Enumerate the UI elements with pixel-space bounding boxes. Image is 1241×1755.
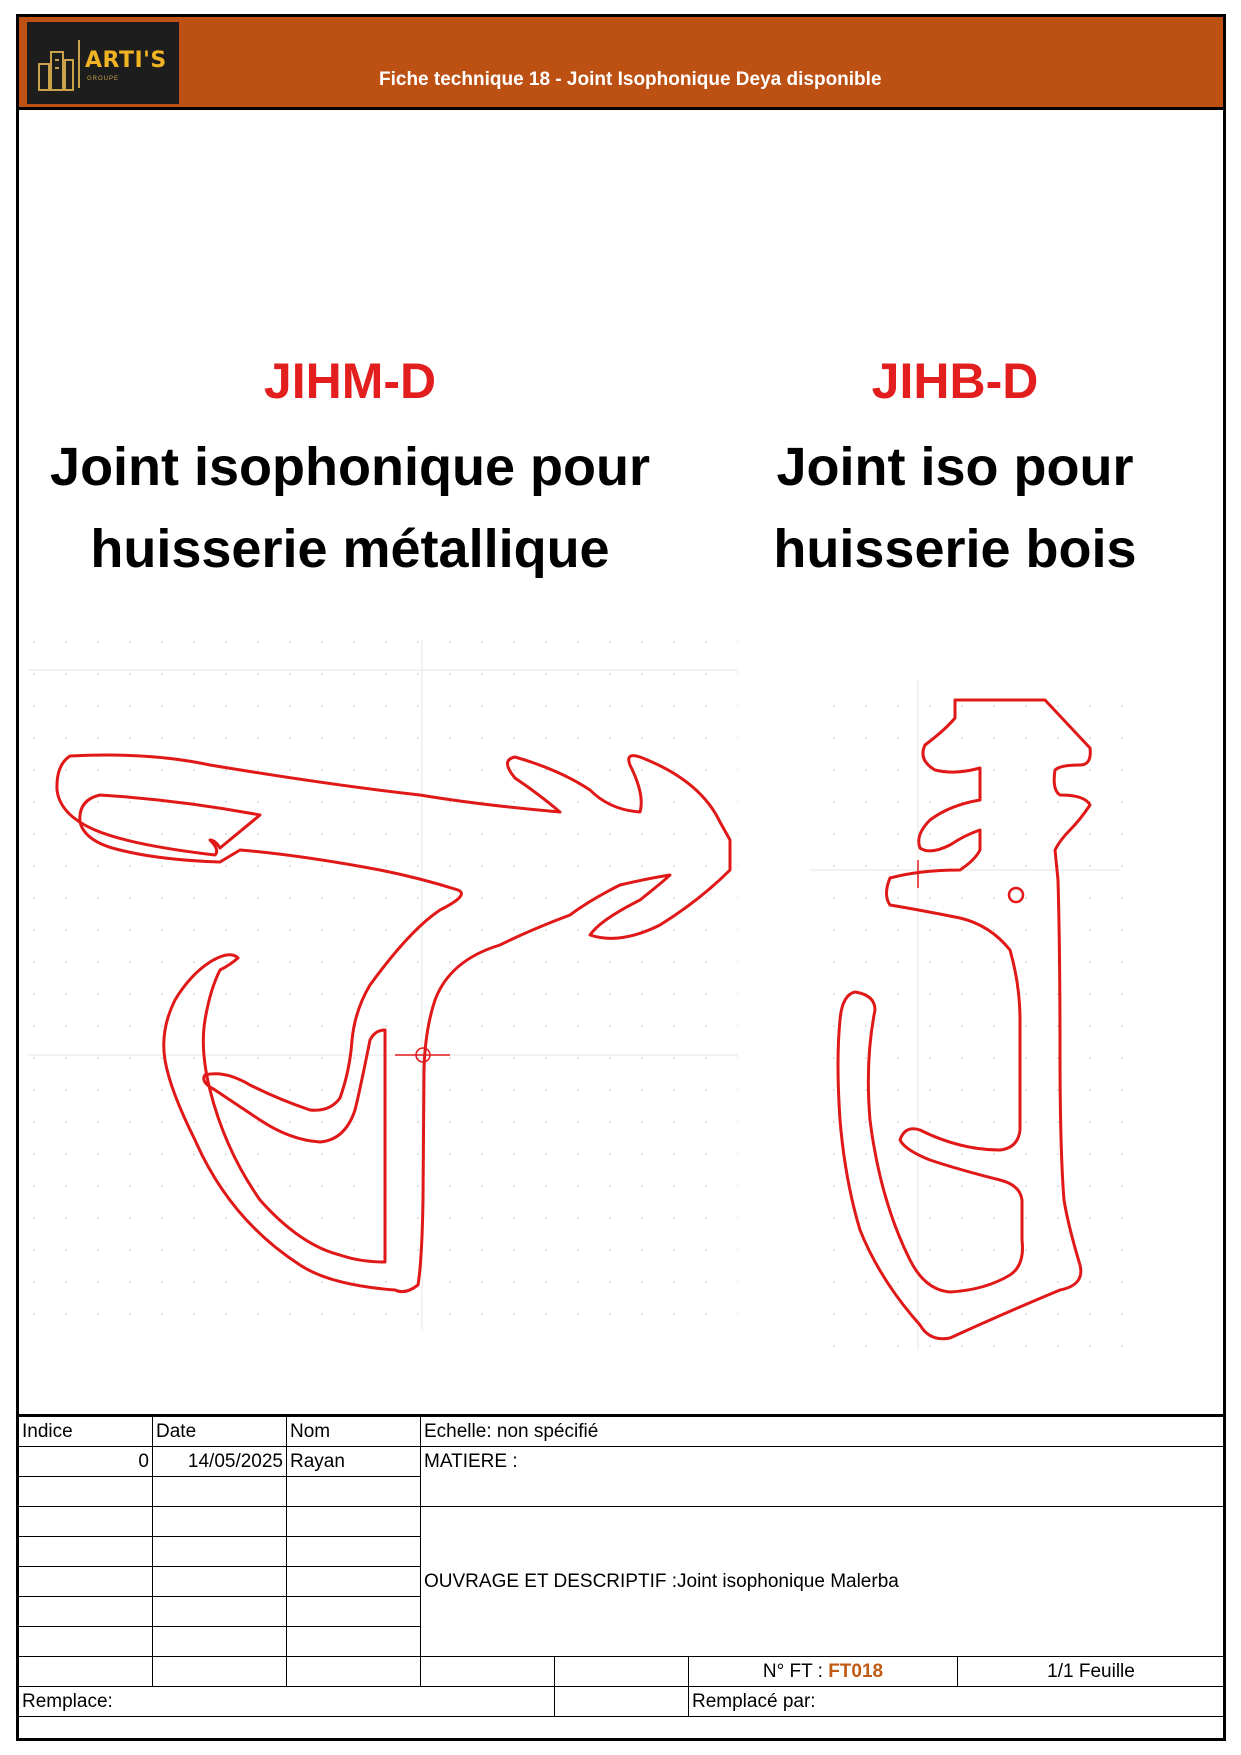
document-title: Fiche technique 18 - Joint Isophonique Deya disponible [379, 69, 882, 90]
logo-subtext: GROUPE [87, 76, 120, 82]
date-value: 14/05/2025 [153, 1447, 287, 1477]
header-date: Date [153, 1417, 287, 1447]
product-code-left: JIHM-D [263, 353, 437, 409]
echelle: Echelle: non spécifié [421, 1417, 1225, 1447]
indice-value: 0 [19, 1447, 153, 1477]
feuille: 1/1 Feuille [958, 1657, 1225, 1687]
header-indice: Indice [19, 1417, 153, 1447]
grid-right [810, 680, 1130, 1350]
header-nom: Nom [287, 1417, 421, 1447]
ft-number-cell [689, 1657, 958, 1687]
remplace-par: Remplacé par: [689, 1687, 1225, 1717]
ft-label: N° FT : [762, 1660, 823, 1682]
product-desc-left-line1: Joint isophonique pour [50, 437, 650, 497]
nom-value: Rayan [287, 1447, 421, 1477]
product-desc-left-line2: huisserie métallique [90, 519, 610, 579]
logo-name: ARTI'S [85, 48, 167, 73]
ft-number: FT018 [828, 1660, 884, 1682]
matiere: MATIERE : [421, 1447, 1225, 1507]
product-desc-right-line1: Joint iso pour [776, 437, 1134, 497]
ouvrage-descriptif: OUVRAGE ET DESCRIPTIF :Joint isophonique Malerba [421, 1507, 1225, 1657]
title-block [18, 1416, 1225, 1717]
product-desc-right-line2: huisserie bois [773, 519, 1137, 579]
product-code-right: JIHB-D [871, 353, 1039, 409]
grid-left [28, 640, 738, 1330]
remplace: Remplace: [19, 1687, 555, 1717]
